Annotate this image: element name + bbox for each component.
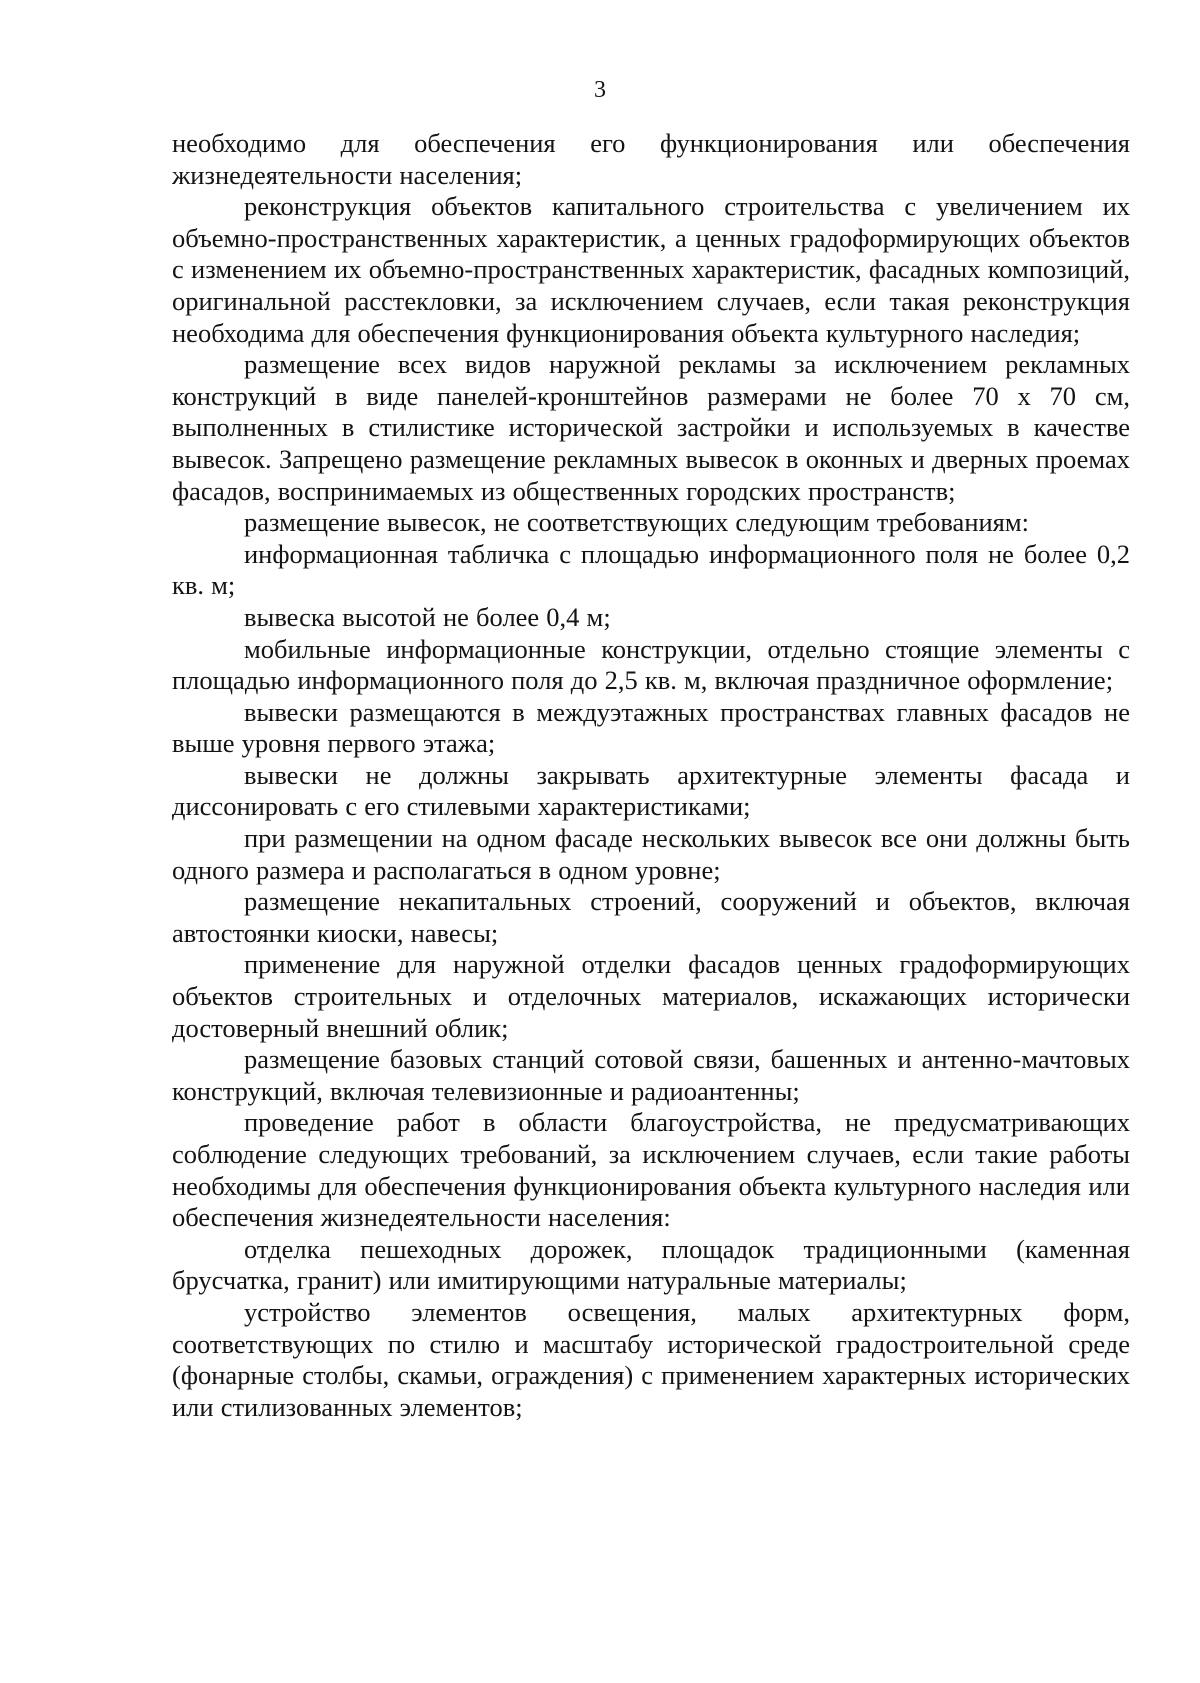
paragraph: устройство элементов освещения, малых архитектурных форм, соответствующих по стилю и масштабу исторической градостроительной среде (фонарные столбы, скамьи, ограждения) с применением характерных исторических или стилизованных элементов; [172, 1296, 1130, 1422]
paragraph: отделка пешеходных дорожек, площадок традиционными (каменная брусчатка, гранит) или имитирующими натуральные материалы; [172, 1233, 1130, 1296]
paragraph: вывески размещаются в междуэтажных пространствах главных фасадов не выше уровня первого этажа; [172, 696, 1130, 759]
paragraph: применение для наружной отделки фасадов ценных градоформирующих объектов строительных и отделочных материалов, искажающих исторически достоверный внешний облик; [172, 949, 1130, 1043]
paragraph: мобильные информационные конструкции, отдельно стоящие элементы с площадью информационного поля до 2,5 кв. м, включая праздничное оформление; [172, 633, 1130, 696]
paragraph: размещение базовых станций сотовой связи, башенных и антенно-мачтовых конструкций, включая телевизионные и радиоантенны; [172, 1044, 1130, 1106]
paragraph: информационная табличка с площадью информационного поля не более 0,2 кв. м; [172, 538, 1130, 601]
paragraph: вывеска высотой не более 0,4 м; [244, 601, 611, 632]
paragraph: размещение всех видов наружной рекламы за исключением рекламных конструкций в виде панелей-кронштейнов размерами не более 70 x 70 см, выполненных в стилистике исторической застройки и используемых в качестве вывесок. Запрещено размещение рекламных вывесок в оконных и дверных проемах фасадов, воспринимаемых из общественных городских пространств; [172, 349, 1130, 506]
paragraph: проведение работ в области благоустройства, не предусматривающих соблюдение следующих требований, за исключением случаев, если такие работы необходимы для обеспечения функционирования объекта культурного наследия или обеспечения жизнедеятельности населения: [172, 1107, 1130, 1233]
paragraph: вывески не должны закрывать архитектурные элементы фасада и диссонировать с его стилевыми характеристиками; [172, 759, 1130, 822]
page-number: 3 [594, 77, 606, 103]
paragraph: необходимо для обеспечения его функционирования или обеспечения жизнедеятельности населения; [172, 128, 1130, 190]
paragraph: реконструкция объектов капитального строительства с увеличением их объемно-пространственных характеристик, а ценных градоформирующих объектов с изменением их объемно-пространственных характеристик, фасадных композиций, оригинальной расстекловки, за исключением случаев, если такая реконструкция необходима для обеспечения функционирования объекта культурного наследия; [172, 191, 1130, 348]
paragraph: размещение вывесок, не соответствующих следующим требованиям: [244, 507, 1030, 538]
paragraph: размещение некапитальных строений, сооружений и объектов, включая автостоянки киоски, навесы; [172, 886, 1130, 948]
document-body [172, 128, 1130, 1423]
paragraph: при размещении на одном фасаде нескольких вывесок все они должны быть одного размера и располагаться в одном уровне; [172, 823, 1130, 885]
